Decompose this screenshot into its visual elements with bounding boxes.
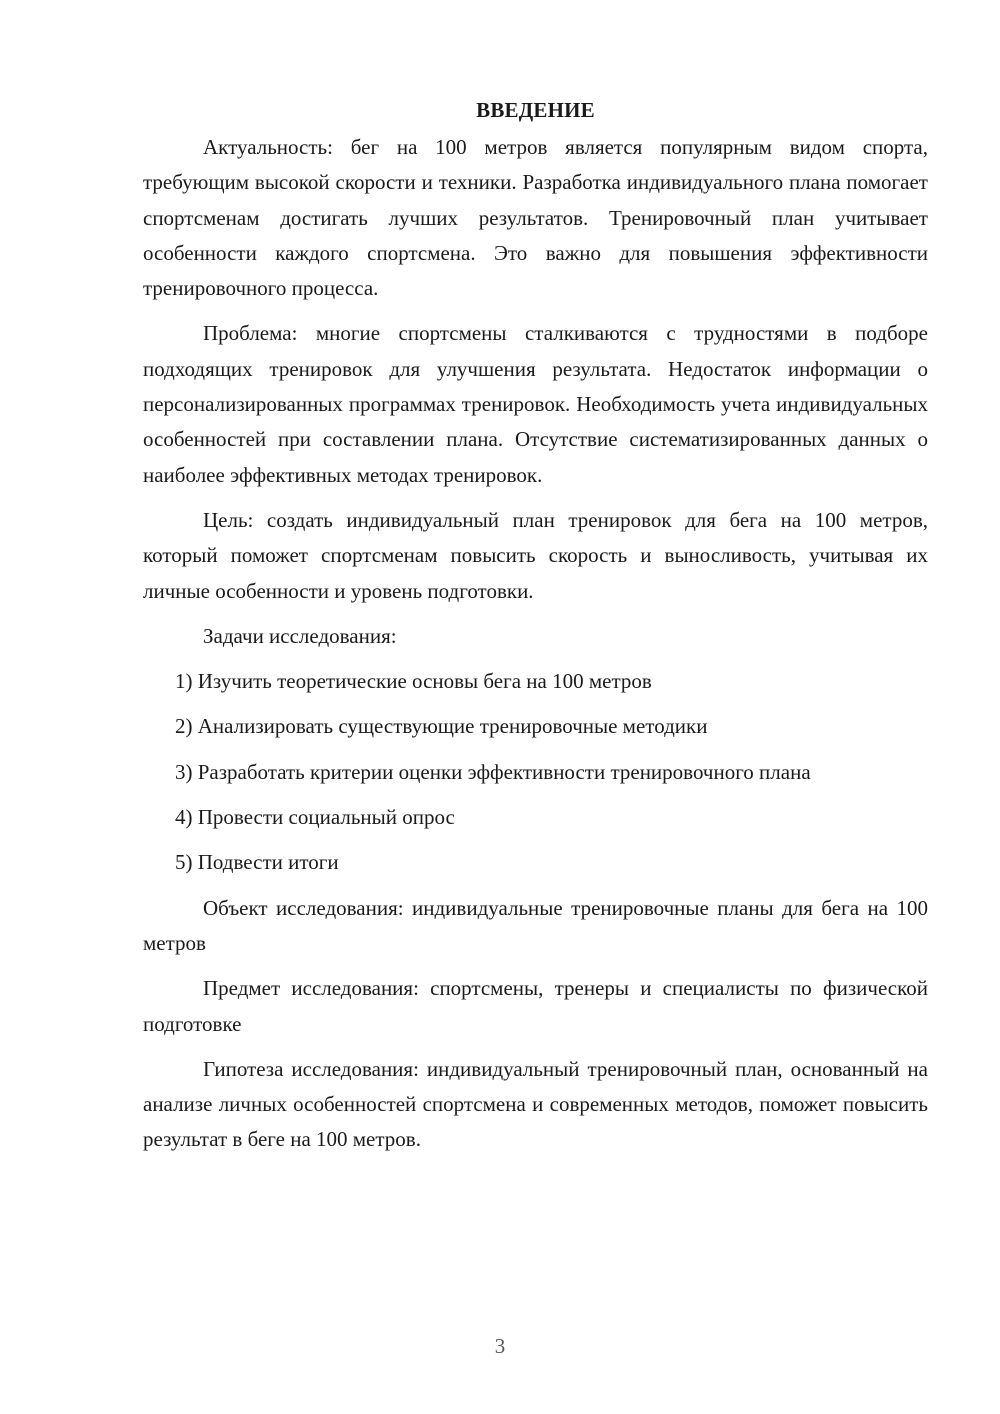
task-item-1: 1) Изучить теоретические основы бега на 100 метров — [175, 669, 652, 694]
document-page — [143, 95, 928, 1168]
task-item-2: 2) Анализировать существующие тренировочные методики — [175, 714, 708, 739]
subject-paragraph: Предмет исследования: спортсмены, тренеры и специалисты по физической подготовке — [143, 976, 928, 1036]
object-paragraph: Объект исследования: индивидуальные тренировочные планы для бега на 100 метров — [143, 895, 928, 955]
hypothesis-paragraph: Гипотеза исследования: индивидуальный тренировочный план, основанный на анализе личных особенностей спортсмена и современных методов, поможет повысить результат в беге на 100 метров. — [143, 1056, 928, 1152]
task-item-5: 5) Подвести итоги — [175, 850, 339, 875]
task-item-4: 4) Провести социальный опрос — [175, 805, 455, 830]
problem-paragraph: Проблема: многие спортсмены сталкиваются с трудностями в подборе подходящих тренировок для улучшения результата. Недостаток информации о персонализированных программах тренировок. Необходимость учета индивидуальных особенностей при составлении плана. Отсутствие систематизированных данных о наиболее эффективных методах тренировок. — [143, 321, 928, 487]
task-item-3: 3) Разработать критерии оценки эффективности тренировочного плана — [175, 759, 811, 784]
tasks-intro: Задачи исследования: — [203, 623, 397, 648]
relevance-paragraph: Актуальность: бег на 100 метров является популярным видом спорта, требующим высокой скорости и техники. Разработка индивидуального плана помогает спортсменам достигать лучших результатов. Тренировочный план учитывает особенности каждого спортсмена. Это важно для повышения эффективности тренировочного процесса. — [143, 135, 928, 301]
goal-paragraph: Цель: создать индивидуальный план тренировок для бега на 100 метров, который поможет спортсменам повысить скорость и выносливость, учитывая их личные особенности и уровень подготовки. — [143, 507, 928, 603]
page-number: 3 — [494, 1334, 506, 1358]
section-heading: ВВЕДЕНИЕ — [476, 98, 595, 122]
